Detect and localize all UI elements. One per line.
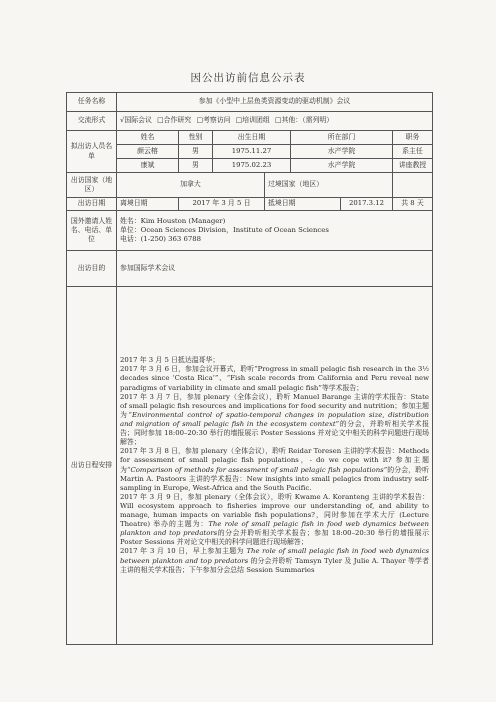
- person-name: 康斌: [117, 159, 179, 173]
- schedule-day-2: 2017 年 3 月 6 日，参加会议开幕式，聆听“Progress in small pelagic fish research in the 3½ decades since ‘Costa Rica’”、“Fish scale records from California and Peru reveal new paradigms of variability in climate and small pelagic fish”等学术报告；: [120, 365, 429, 392]
- header-position: 职务: [393, 131, 433, 145]
- schedule-text: 2017 年 3 月 10 日，早上参加主题为: [120, 547, 247, 556]
- header-birthdate: 出生日期: [213, 131, 291, 145]
- document-title: 因公出访前信息公示表: [190, 72, 306, 84]
- person-gender: 男: [179, 145, 213, 159]
- exchange-row: [67, 112, 433, 131]
- inviter-details: [117, 211, 433, 251]
- schedule-content: [117, 287, 433, 645]
- schedule-row: [67, 287, 433, 645]
- schedule-text: 的分会并聆听相关学术报告；参加 18:00–20:30 举行的墙报展示 Poster Sessions 并对论文中相关的科学问题进行现场解答；: [120, 529, 429, 547]
- personnel-label: 拟出访人员名单: [67, 131, 117, 173]
- dates-row: [67, 198, 433, 211]
- destination-label: 出访国家（地区）: [67, 173, 117, 198]
- task-label: 任务名称: [67, 93, 117, 112]
- depart-label: 离境日期: [117, 198, 179, 211]
- person-department: 水产学院: [291, 145, 393, 159]
- person-name: 颜云榕: [117, 145, 179, 159]
- schedule-day-5: [120, 493, 429, 548]
- arrive-value: 2017.3.12: [341, 198, 393, 211]
- person-birthdate: 1975.02.23: [213, 159, 291, 173]
- task-value: 参加《小型中上层鱼类资源变动的驱动机制》会议: [117, 93, 433, 112]
- session-title: Comparison of methods for assessment of small pelagic fish populations: [130, 465, 384, 474]
- schedule-label: 出访日程安排: [67, 287, 117, 645]
- arrive-label: 抵境日期: [265, 198, 341, 211]
- dates-label: 出访日期: [67, 198, 117, 211]
- option-training-group: □培训团组: [235, 116, 270, 125]
- option-study-visit: □考察访问: [196, 116, 231, 125]
- purpose-label: 出访目的: [67, 251, 117, 287]
- inviter-row: [67, 211, 433, 251]
- person-position: 讲座教授: [393, 159, 433, 173]
- table-row: [67, 145, 433, 159]
- person-department: 水产学院: [291, 159, 393, 173]
- destination-row: [67, 173, 433, 198]
- session-title: The role of small pelagic fish in food web dynamics between plankton and top predators: [120, 547, 429, 565]
- person-position: 系主任: [393, 145, 433, 159]
- option-other: □其他：（需列明）: [275, 116, 334, 125]
- option-cooperative-research: □合作研究: [157, 116, 192, 125]
- schedule-text: 2017 年 3 月 8 日，参加 plenary（全体会议），聆听 Reidar Toresen 主讲的学术报告：Methods for assessment of small pelagic fish populations，- do we cope with it? 参加主题为“: [120, 447, 429, 474]
- exchange-options: [117, 112, 433, 131]
- option-international-conference: √国际会议: [120, 116, 152, 125]
- header-name: 姓名: [117, 131, 179, 145]
- schedule-text: 2017 年 3 月 9 日，参加 plenary（全体会议），聆听 Kwame A. Koranteng 主讲的学术报告：Will ecosystem approach to fisheries improve our understanding of, and ability to manage, human impacts on variable fish populations?，同时参加在学术大厅 (Lecture Theatre) 举办的主题为：: [120, 492, 429, 529]
- purpose-row: [67, 251, 433, 287]
- inviter-phone: 电话：(1-250) 363 6788: [120, 235, 201, 244]
- schedule-day-3: [120, 393, 429, 448]
- personnel-header-row: [67, 131, 433, 145]
- schedule-text: 的分会并聆听 Tamsyn Tyler 及 Julie A. Thayer 等学者主讲的相关学术报告；下午参加分会总结 Session Summaries: [120, 556, 429, 574]
- session-title: Environmental control of spatio-temporal changes in population size, distribution and migration of small pelagic fish in the ecosystem context: [120, 410, 429, 428]
- depart-value: 2017 年 3 月 5 日: [179, 198, 265, 211]
- purpose-value: 参加国际学术会议: [117, 251, 433, 287]
- header-department: 所在部门: [291, 131, 393, 145]
- schedule-text: 2017 年 3 月 7 日，参加 plenary（全体会议），聆听 Manuel Barange 主讲的学术报告：State of small pelagic fish resources and implications for food security and nutrition；参加主题为“: [120, 392, 429, 419]
- inviter-label: 国外邀请人姓名、电话、单位: [67, 211, 117, 251]
- schedule-day-1: 2017 年 3 月 5 日抵达温哥华；: [120, 356, 220, 365]
- transit-label: 过境国家（地区）: [265, 173, 393, 198]
- session-title: The role of small pelagic fish in food web dynamics between plankton and top predators: [120, 520, 429, 538]
- task-row: [67, 93, 433, 112]
- exchange-label: 交流形式: [67, 112, 117, 131]
- disclosure-form-table: [66, 92, 433, 645]
- total-days: 共 8 天: [393, 198, 433, 211]
- inviter-org: 单位：Ocean Sciences Division，Institute of Ocean Sciences: [120, 225, 329, 234]
- table-row: [67, 159, 433, 173]
- inviter-name: 姓名：Kim Houston (Manager): [120, 216, 226, 225]
- person-birthdate: 1975.11.27: [213, 145, 291, 159]
- schedule-day-6: [120, 547, 429, 574]
- person-gender: 男: [179, 159, 213, 173]
- schedule-day-4: [120, 447, 429, 493]
- destination-value: 加拿大: [117, 173, 265, 198]
- schedule-text: ”的分会，聆听 Martin A. Pastoors 主讲的学术报告：New insights into small pelagics from industry self-sampling in Europe, West-Africa and the South Pacific.: [120, 465, 429, 492]
- header-gender: 性别: [179, 131, 213, 145]
- schedule-text: ”的分会，并聆听相关学术报告；同时参加 18:00–20:30 举行的墙报展示 Poster Sessions 并对论文中相关的科学问题进行现场解答；: [120, 419, 429, 447]
- transit-value: [393, 173, 433, 198]
